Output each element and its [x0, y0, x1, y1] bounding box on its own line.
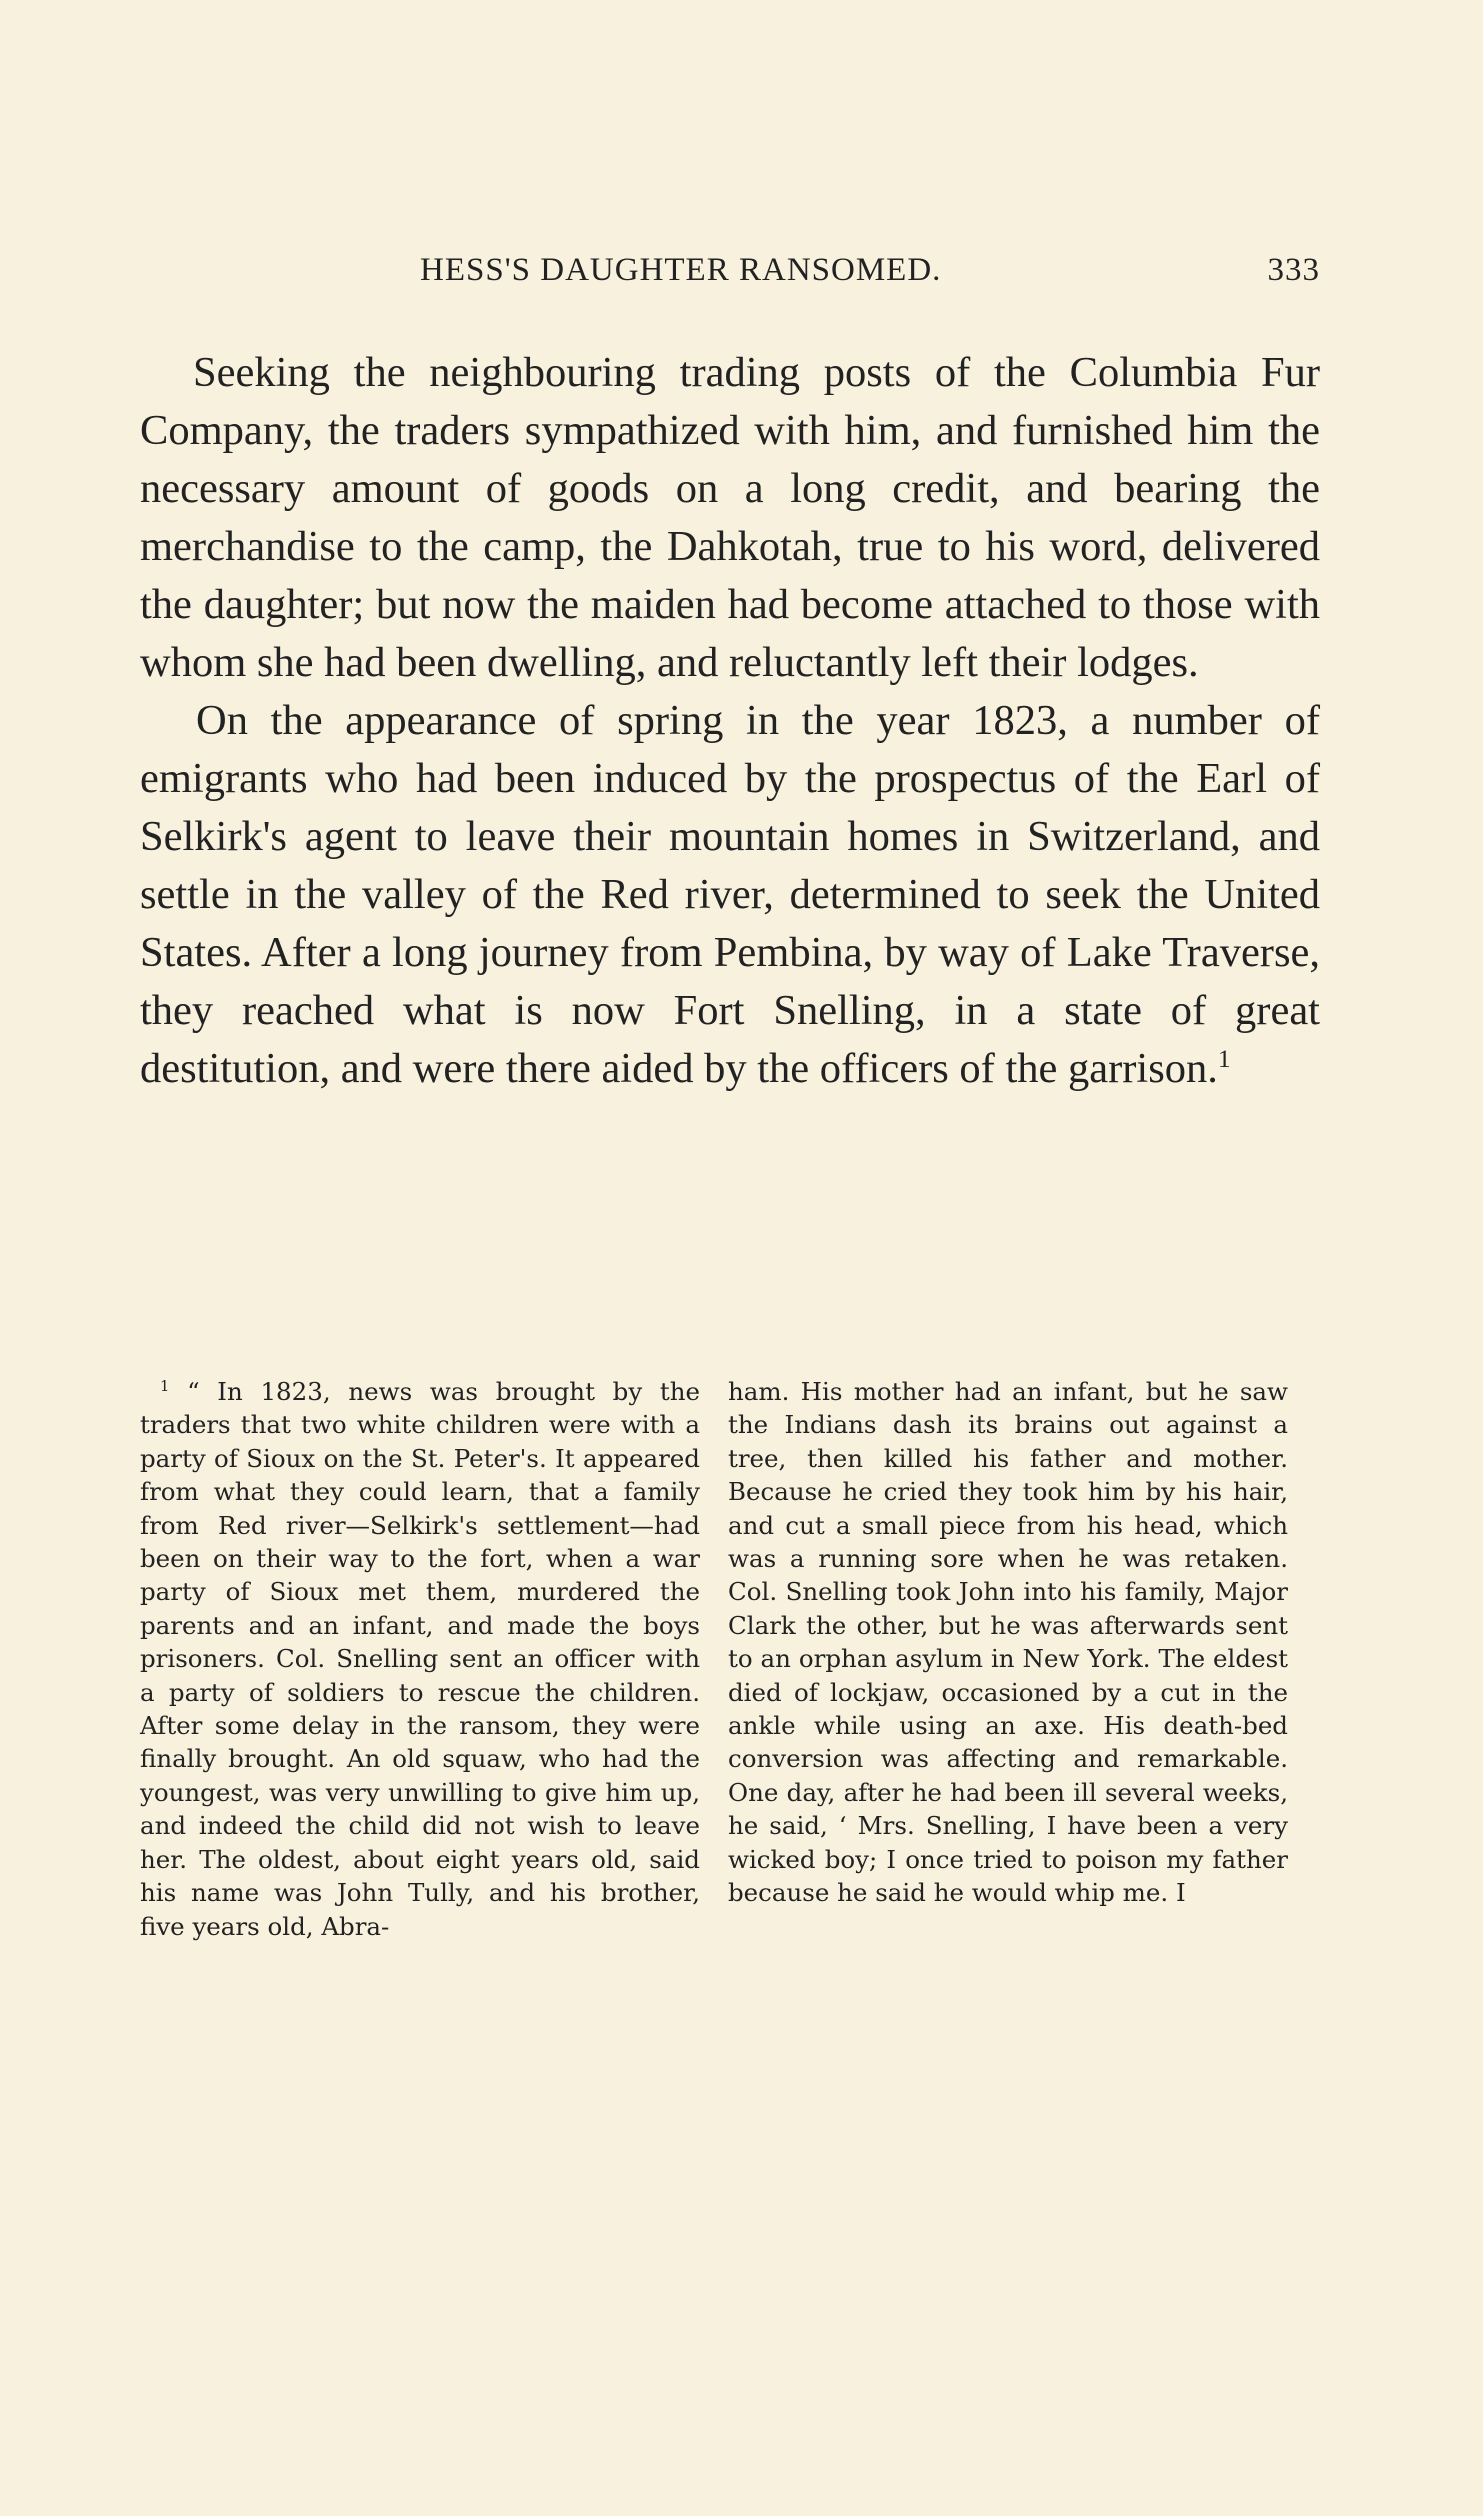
paragraph-2	[140, 692, 1320, 1098]
footnote-marker: 1	[160, 1377, 170, 1395]
footnote-column-right: ham. His mother had an infant, but he saw the Indians dash its brains out against a tree, then killed his father and mother. Because he cried they took him by his hair, and cut a small piece from his head, which was a running sore when he was retaken. Col. Snelling took John into his family, Major Clark the other, but he was afterwards sent to an orphan asylum in New York. The eldest died of lockjaw, occasioned by a cut in the ankle while using an axe. His death-bed conversion was affecting and remarkable. One day, after he had been ill several weeks, he said, ‘ Mrs. Snelling, I have been a very wicked boy; I once tried to poison my father because he said he would whip me. I	[728, 1377, 1288, 1908]
footnote-reference: 1	[1217, 1043, 1231, 1073]
footnote	[140, 1375, 1320, 1941]
paragraph-1: Seeking the neighbouring trading posts of the Columbia Fur Company, the traders sympathized with him, and furnished him the necessary amount of goods on a long credit, and bearing the merchandise to the camp, the Dahkotah, true to his word, delivered the daughter; but now the maiden had become attached to those with whom she had been dwelling, and reluctantly left their lodges.	[140, 349, 1320, 686]
footnote-column-left	[140, 1375, 700, 1943]
paragraph-2-text: On the appearance of spring in the year 1823, a number of emigrants who had been induced by the prospectus of the Earl of Selkirk's agent to leave their mountain homes in Switzerland, and settle in the valley of the Red river, determined to seek the United States. After a long journey from Pembina, by way of Lake Traverse, they reached what is now Fort Snelling, in a state of great destitution, and were there aided by the officers of the garrison.	[140, 697, 1320, 1092]
body-text	[140, 344, 1320, 1098]
footnote-text-left: “ In 1823, news was brought by the traders that two white children were with a party of Sioux on the St. Peter's. It appeared from what they could learn, that a family from Red river—Selkirk's settlement—had been on their way to the fort, when a war party of Sioux met them, murdered the parents and an infant, and made the boys prisoners. Col. Snelling sent an officer with a party of soldiers to rescue the children. After some delay in the ransom, they were finally brought. An old squaw, who had the youngest, was very unwilling to give him up, and indeed the child did not wish to leave her. The oldest, about eight years old, said his name was John Tully, and his brother, five years old, Abra-	[140, 1377, 700, 1941]
running-head-title: HESS'S DAUGHTER RANSOMED.	[420, 252, 942, 288]
running-head	[140, 252, 1320, 302]
page-number: 333	[1267, 252, 1320, 288]
